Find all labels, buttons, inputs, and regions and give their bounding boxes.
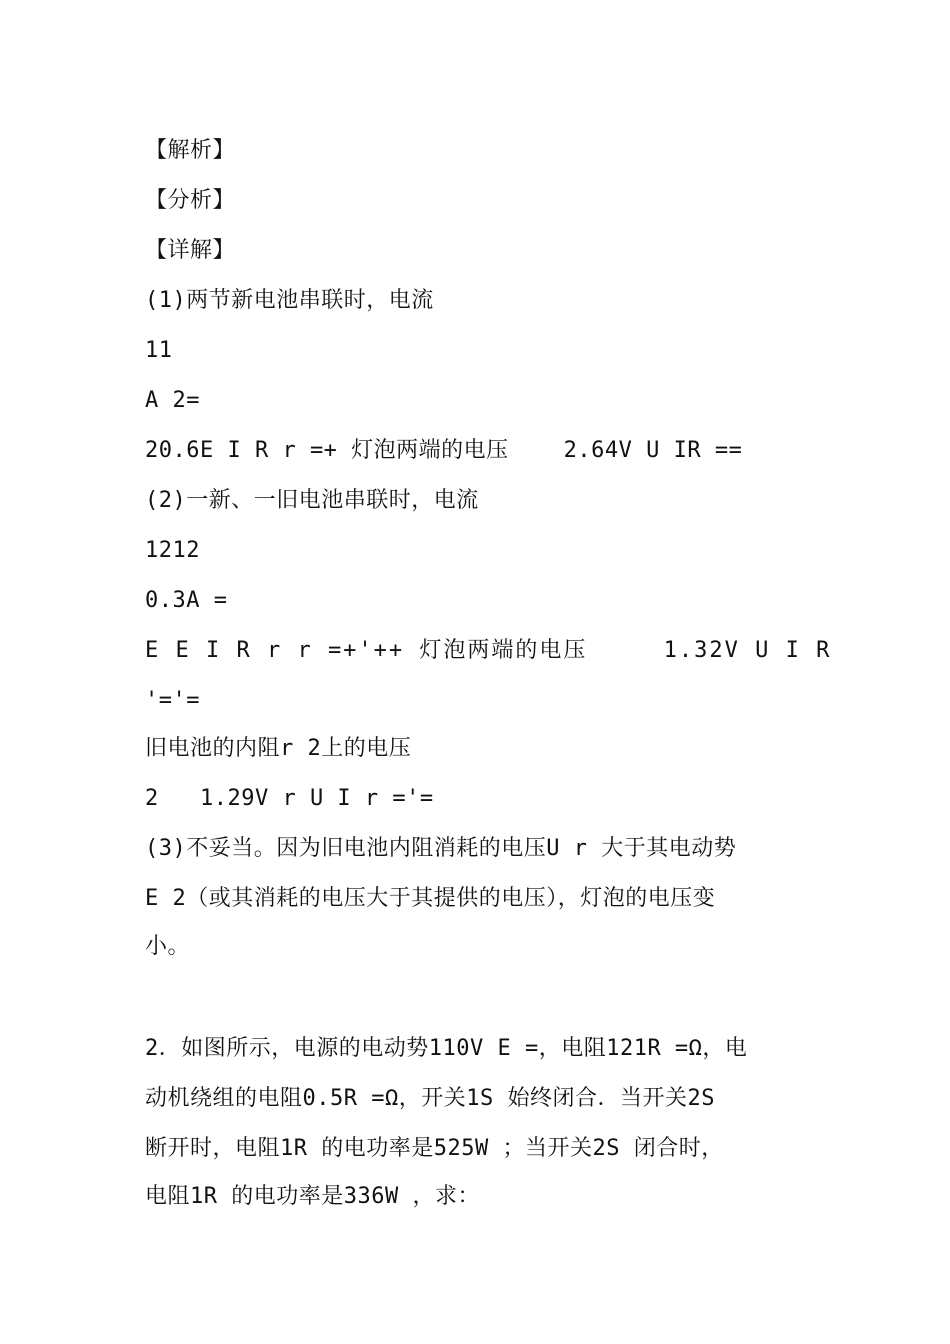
question-line: 电阻1R 的电功率是336W ，求：	[145, 1184, 480, 1209]
text-line: 1212	[145, 538, 200, 563]
question-line: 断开时，电阻1R 的电功率是525W ；当开关2S 闭合时，	[145, 1136, 724, 1161]
section-heading-detail: 【详解】	[145, 238, 236, 263]
question-line: 2．如图所示，电源的电动势110V E =，电阻121R =Ω，电	[145, 1036, 748, 1061]
text-line: (2)一新、一旧电池串联时，电流	[145, 488, 479, 513]
text-line: 小。	[145, 934, 191, 959]
question-line: 动机绕组的电阻0.5R =Ω，开关1S 始终闭合．当开关2S	[145, 1086, 715, 1111]
text-line: (3)不妥当。因为旧电池内阻消耗的电压U r 大于其电动势	[145, 836, 737, 861]
text-line: 2 1.29V r U I r ='=	[145, 786, 434, 811]
text-line: E 2（或其消耗的电压大于其提供的电压），灯泡的电压变	[145, 886, 716, 911]
text-line: 旧电池的内阻r 2上的电压	[145, 736, 412, 761]
section-heading-fenxi: 【分析】	[145, 188, 236, 213]
text-line: 11	[145, 338, 173, 363]
text-line: 20.6E I R r =+ 灯泡两端的电压 2.64V U IR ==	[145, 438, 743, 463]
text-line: '='=	[145, 688, 200, 713]
section-heading-analysis: 【解析】	[145, 138, 236, 163]
text-line: A 2=	[145, 388, 200, 413]
text-line: 0.3A =	[145, 588, 228, 613]
text-line: (1)两节新电池串联时，电流	[145, 288, 434, 313]
text-line: E E I R r r =+'++ 灯泡两端的电压 1.32V U I R	[145, 638, 832, 663]
